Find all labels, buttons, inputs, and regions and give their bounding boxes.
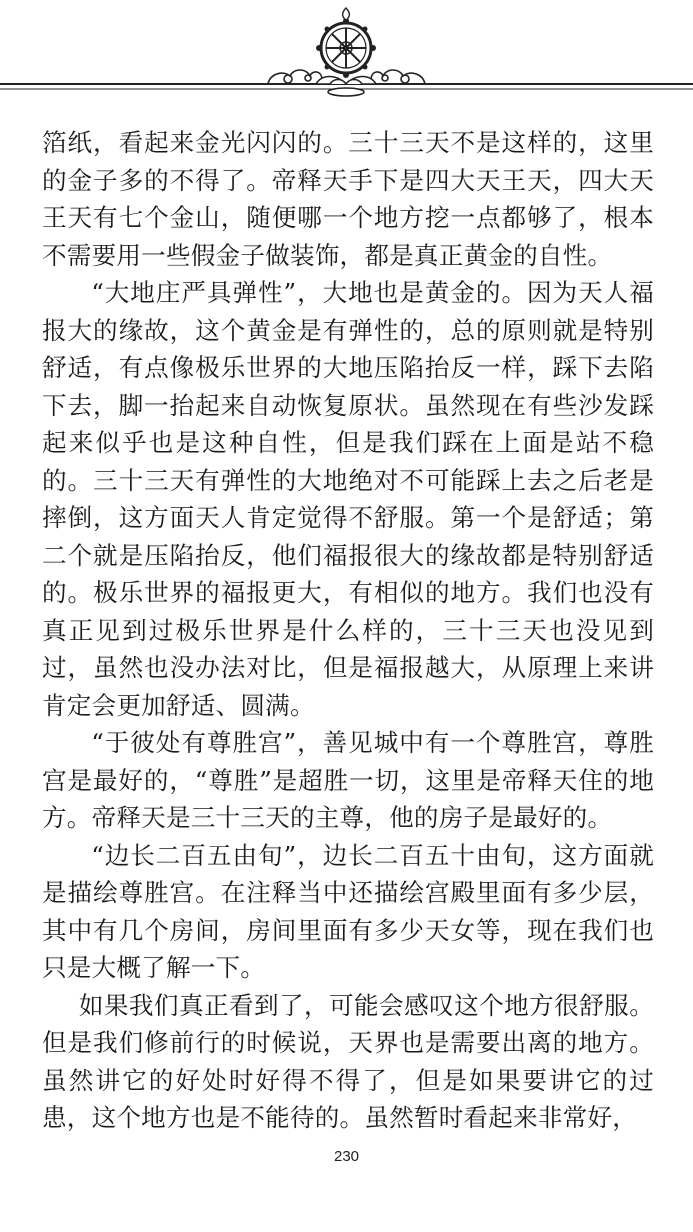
dharma-wheel-icon xyxy=(316,8,376,78)
paragraph-2: “大地庄严具弹性”，大地也是黄金的。因为天人福报大的缘故，这个黄金是有弹性的，总的原则就是特别舒适，有点像极乐世界的大地压陷抬反一样，踩下去陷下去，脚一抬起来自动恢复原状。虽然现在有些沙发踩起来似乎也是这种自性，但是我们踩在上面是站不稳的。三十三天有弹性的大地绝对不可能踩上去之后老是摔倒，这方面天人肯定觉得不舒服。第一个是舒适；第二个就是压陷抬反，他们福报很大的缘故都是特别舒适的。极乐世界的福报更大，有相似的地方。我们也没有真正见到过极乐世界是什么样的，三十三天也没见到过，虽然也没办法对比，但是福报越大，从原理上来讲肯定会更加舒适、圆满。 xyxy=(42,278,654,720)
paragraph-1: 箔纸，看起来金光闪闪的。三十三天不是这样的，这里的金子多的不得了。帝释天手下是四大天王天，四大天王天有七个金山，随便哪一个地方挖一点都够了，根本不需要用一些假金子做装饰，都是真正黄金的自性。 xyxy=(42,128,654,270)
cloud-scroll-left-icon xyxy=(268,70,322,84)
paragraph-4: “边长二百五由旬”，边长二百五十由旬，这方面就是描绘尊胜宫。在注释当中还描绘宫殿里面有多少层，其中有几个房间，房间里面有多少天女等，现在我们也只是大概了解一下。 xyxy=(42,840,654,982)
lotus-base-icon xyxy=(316,77,376,97)
page-number: 230 xyxy=(333,1148,360,1165)
page-body xyxy=(42,124,654,1137)
header-ornament-graphic xyxy=(0,0,693,110)
paragraph-3: “于彼处有尊胜宫”，善见城中有一个尊胜宫，尊胜宫是最好的，“尊胜”是超胜一切，这里是帝释天住的地方。帝释天是三十三天的主尊，他的房子是最好的。 xyxy=(42,728,654,832)
header-ornament xyxy=(0,0,693,110)
paragraph-5: 如果我们真正看到了，可能会感叹这个地方很舒服。但是我们修前行的时候说，天界也是需要出离的地方。虽然讲它的好处时好得不得了，但是如果要讲它的过患，这个地方也是不能待的。虽然暂时看起来非常好， xyxy=(42,990,654,1132)
cloud-scroll-right-icon xyxy=(371,70,425,84)
